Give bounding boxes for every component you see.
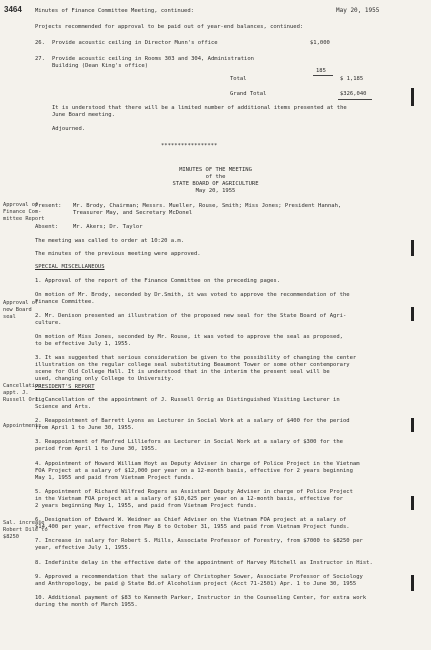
report-item-1-line-2: Science and Arts.	[35, 404, 92, 410]
margin-bar-mark	[411, 496, 414, 510]
margin-bar-mark	[411, 307, 414, 321]
report-item-4-line-3: May 1, 1955 and paid from Vietnam Project funds.	[35, 475, 194, 481]
item-27-text-1: Provide acoustic ceiling in Rooms 303 and 304, Administration	[52, 56, 254, 62]
item-26-amount: $1,000	[310, 40, 330, 46]
margin-cancellation-2: appt. J.	[3, 390, 29, 396]
item-27-num: 27.	[35, 56, 45, 62]
margin-bar-mark	[411, 240, 414, 256]
total-label: Total	[230, 76, 247, 82]
page-number: 3464	[4, 5, 22, 14]
margin-bar-mark	[411, 418, 414, 432]
margin-appointments: Appointments	[3, 423, 42, 429]
item-27-text-2: Building (Dean King's office)	[52, 63, 149, 69]
special-item-2-line-1: 2. Mr. Denison presented an illustration of the proposed new seal for the State Board of Agri-	[35, 313, 347, 319]
present-line-1: Mr. Brody, Chairman; Messrs. Mueller, Rouse, Smith; Miss Jones; President Hannah,	[73, 203, 342, 209]
margin-approval-seal-3: seal	[3, 314, 16, 320]
report-item-6-line-1: 6. Designation of Edward W. Weidner as Chief Adviser on the Vietnam FOA project at a salary of	[35, 517, 347, 523]
margin-sal-increase-1: Sal. increase	[3, 520, 45, 526]
header-title: Minutes of Finance Committee Meeting, continued:	[35, 8, 194, 14]
previous-minutes: The minutes of the previous meeting were approved.	[35, 251, 201, 257]
special-item-1: 1. Approval of the report of the Finance Committee on the preceding pages.	[35, 278, 281, 284]
total-value: $ 1,185	[340, 76, 364, 82]
adjourned: Adjourned.	[52, 126, 86, 132]
report-item-5-line-2: in the Vietnam FOA project at a salary of $10,625 per year on a 12-month basis, effective for	[35, 496, 343, 502]
item-26-num: 26.	[35, 40, 45, 46]
present-line-2: Treasurer May, and Secretary McDonel	[73, 210, 193, 216]
called-to-order: The meeting was called to order at 10:20 a.m.	[35, 238, 185, 244]
minutes-of: of the	[205, 174, 226, 180]
report-item-1-line-1: 1. Cancellation of the appointment of J. Russell Orrig as Distinguished Visiting Lecturer in	[35, 397, 340, 403]
margin-cancellation-3: Russell Orrig	[3, 397, 45, 403]
projects-intro: Projects recommended for approval to be paid out of year-end balances, continued:	[35, 24, 304, 30]
margin-sal-increase-2: Robert Dile to	[3, 527, 48, 533]
margin-sal-increase-3: $8250	[3, 534, 19, 540]
report-item-5-line-1: 5. Appointment of Richard Wilfred Rogers as Assistant Deputy Adviser in charge of Police Project	[35, 489, 353, 495]
report-item-6-line-2: $14,400 per year, effective from May 8 to October 31, 1955 and paid from Vietnam Project funds.	[35, 524, 350, 530]
special-item-3-line-2: illustration on the regular college seal substituting Beaumont Tower or some other contemporary	[35, 362, 350, 368]
margin-approval-seal-1: Approval of	[3, 300, 39, 306]
understood-line-1: It is understood that there will be a limited number of additional items presented at the	[52, 105, 347, 111]
understood-line-2: June Board meeting.	[52, 112, 115, 118]
presidents-report-heading: PRESIDENT'S REPORT	[35, 384, 95, 390]
absent-label: Absent:	[35, 224, 59, 230]
margin-approval-finance-2: Finance Com-	[3, 209, 42, 215]
report-item-4-line-1: 4. Appointment of Howard William Hoyt as Deputy Adviser in charge of Police Project in the Vietnam	[35, 461, 360, 467]
absent-text: Mr. Akers; Dr. Taylor	[73, 224, 143, 230]
report-item-9-line-2: and Anthropology, be paid @ State Bd.of Alcoholism project (Acct 71-2501) Apr. 1 to June 30, 1955	[35, 581, 357, 587]
report-item-5-line-3: 2 years beginning May 1, 1955, and paid from Vietnam Project funds.	[35, 503, 257, 509]
minutes-title: MINUTES OF THE MEETING	[179, 167, 252, 173]
margin-approval-seal-2: new Board	[3, 307, 32, 313]
special-item-3-line-1: 3. It was suggested that serious consideration be given to the possibility of changing the center	[35, 355, 357, 361]
report-item-3-line-1: 3. Reappointment of Manfred Lilliefors as Lecturer in Social Work at a salary of $300 for the	[35, 439, 343, 445]
margin-approval-finance-1: Approval of	[3, 202, 39, 208]
margin-approval-finance-3: mittee Report	[3, 216, 45, 222]
report-item-10-line-2: during the month of March 1955.	[35, 602, 138, 608]
present-label: Present:	[35, 203, 62, 209]
special-item-3-line-4: used, changing only College to University.	[35, 376, 175, 382]
special-misc-heading: SPECIAL MISCELLANEOUS	[35, 264, 105, 270]
grand-total-underline	[338, 99, 372, 100]
amount-underline	[313, 75, 333, 76]
report-item-8: 8. Indefinite delay in the effective date of the appointment of Harvey Mitchell as Instructor in Hist.	[35, 560, 373, 566]
report-item-2-line-2: from April 1 to June 30, 1955.	[35, 425, 135, 431]
item-27-amount: 185	[316, 68, 326, 74]
report-item-10-line-1: 10. Additional payment of $83 to Kenneth Parker, Instructor in the Counseling Center, for extra work	[35, 595, 367, 601]
minutes-date: May 20, 1955	[195, 188, 236, 194]
margin-cancellation-1: Cancellation	[3, 383, 42, 389]
margin-bar-mark	[411, 88, 414, 106]
grand-total-value: $326,040	[340, 91, 367, 97]
grand-total-label: Grand Total	[230, 91, 267, 97]
motion-2-line-1: On motion of Miss Jones, seconded by Mr. Rouse, it was voted to approve the seal as proposed,	[35, 334, 343, 340]
special-item-2-line-2: culture.	[35, 320, 62, 326]
motion-1-line-1: On motion of Mr. Brody, seconded by Dr.Smith, it was voted to approve the recommendation of the	[35, 292, 350, 298]
report-item-9-line-1: 9. Approved a recommendation that the salary of Christopher Sower, Associate Professor of Sociology	[35, 574, 363, 580]
report-item-2-line-1: 2. Reappointment of Barrett Lyons as Lecturer in Social Work at a salary of $400 for the period	[35, 418, 350, 424]
header-date: May 20, 1955	[336, 7, 380, 14]
report-item-7-line-2: year, effective July 1, 1955.	[35, 545, 132, 551]
margin-bar-mark	[411, 575, 414, 591]
board-name: STATE BOARD OF AGRICULTURE	[172, 181, 259, 187]
report-item-7-line-1: 7. Increase in salary for Robert S. Mills, Associate Professor of Forestry, from $7000 to $8250 per	[35, 538, 363, 544]
item-26-text: Provide acoustic ceiling in Director Munn's office	[52, 40, 218, 46]
report-item-4-line-2: FOA Project at a salary of $12,000 per year on a 12-month basis, effective for 2 years beginning	[35, 468, 353, 474]
separator-stars: *****************	[161, 143, 218, 149]
motion-1-line-2: Finance Committee.	[35, 299, 95, 305]
motion-2-line-2: to be effective July 1, 1955.	[35, 341, 132, 347]
special-item-3-line-3: scene for Old College Hall. It is understood that in the interim the present seal will be	[35, 369, 330, 375]
report-item-3-line-2: period from April 1 to June 30, 1955.	[35, 446, 158, 452]
